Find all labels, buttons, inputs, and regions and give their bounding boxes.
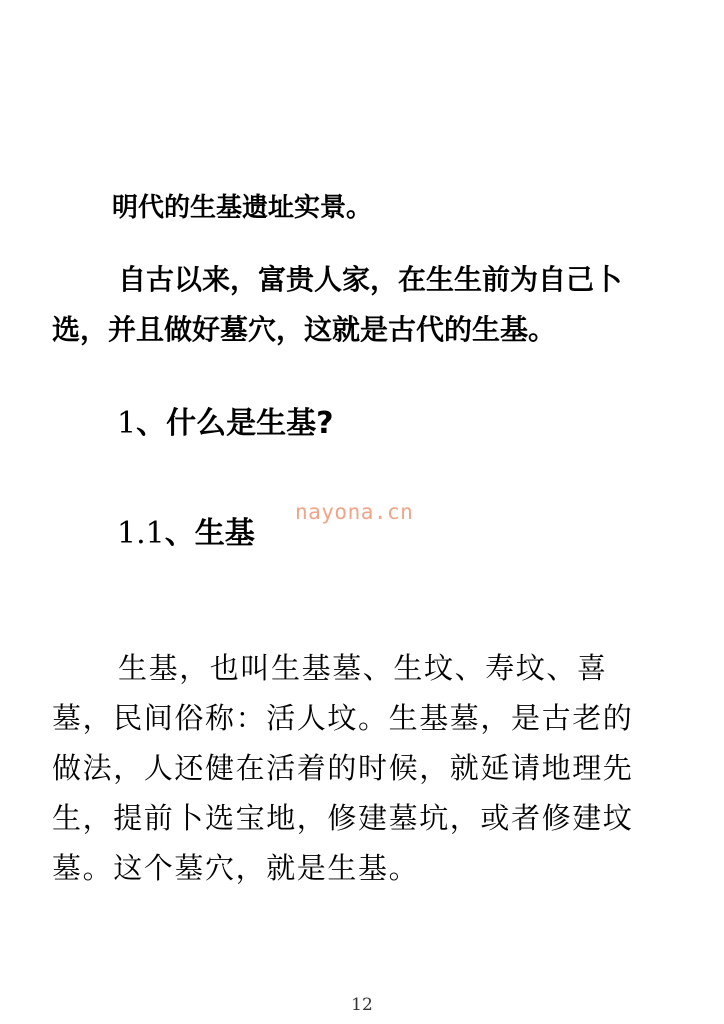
intro-line: 自古以来，富贵人家，在生生前为自己卜 xyxy=(118,263,623,296)
body-line: 墓。这个墓穴，就是生基。 xyxy=(52,851,420,885)
section-heading xyxy=(117,402,334,446)
section-number: 1 xyxy=(117,406,137,441)
intro-line: 选，并且做好墓穴，这就是古代的生基。 xyxy=(52,313,557,346)
image-caption: 明代的生基遗址实景。 xyxy=(112,193,373,223)
body-paragraph xyxy=(52,643,682,893)
body-line: 墓，民间俗称：活人坟。生基墓，是古老的 xyxy=(52,701,634,735)
section-title: 、什么是生基? xyxy=(136,406,334,441)
watermark: nayona.cn xyxy=(295,500,414,524)
body-line: 做法，人还健在活着的时候，就延请地理先 xyxy=(52,751,634,785)
body-line: 生基，也叫生基墓、生坟、寿坟、喜 xyxy=(118,651,608,685)
page-number: 12 xyxy=(351,995,373,1015)
subsection-number: 1.1 xyxy=(117,516,165,551)
subsection-heading xyxy=(117,512,255,556)
body-line: 生，提前卜选宝地，修建墓坑，或者修建坟 xyxy=(52,801,634,835)
intro-paragraph xyxy=(52,255,677,355)
subsection-title: 、生基 xyxy=(164,516,255,551)
